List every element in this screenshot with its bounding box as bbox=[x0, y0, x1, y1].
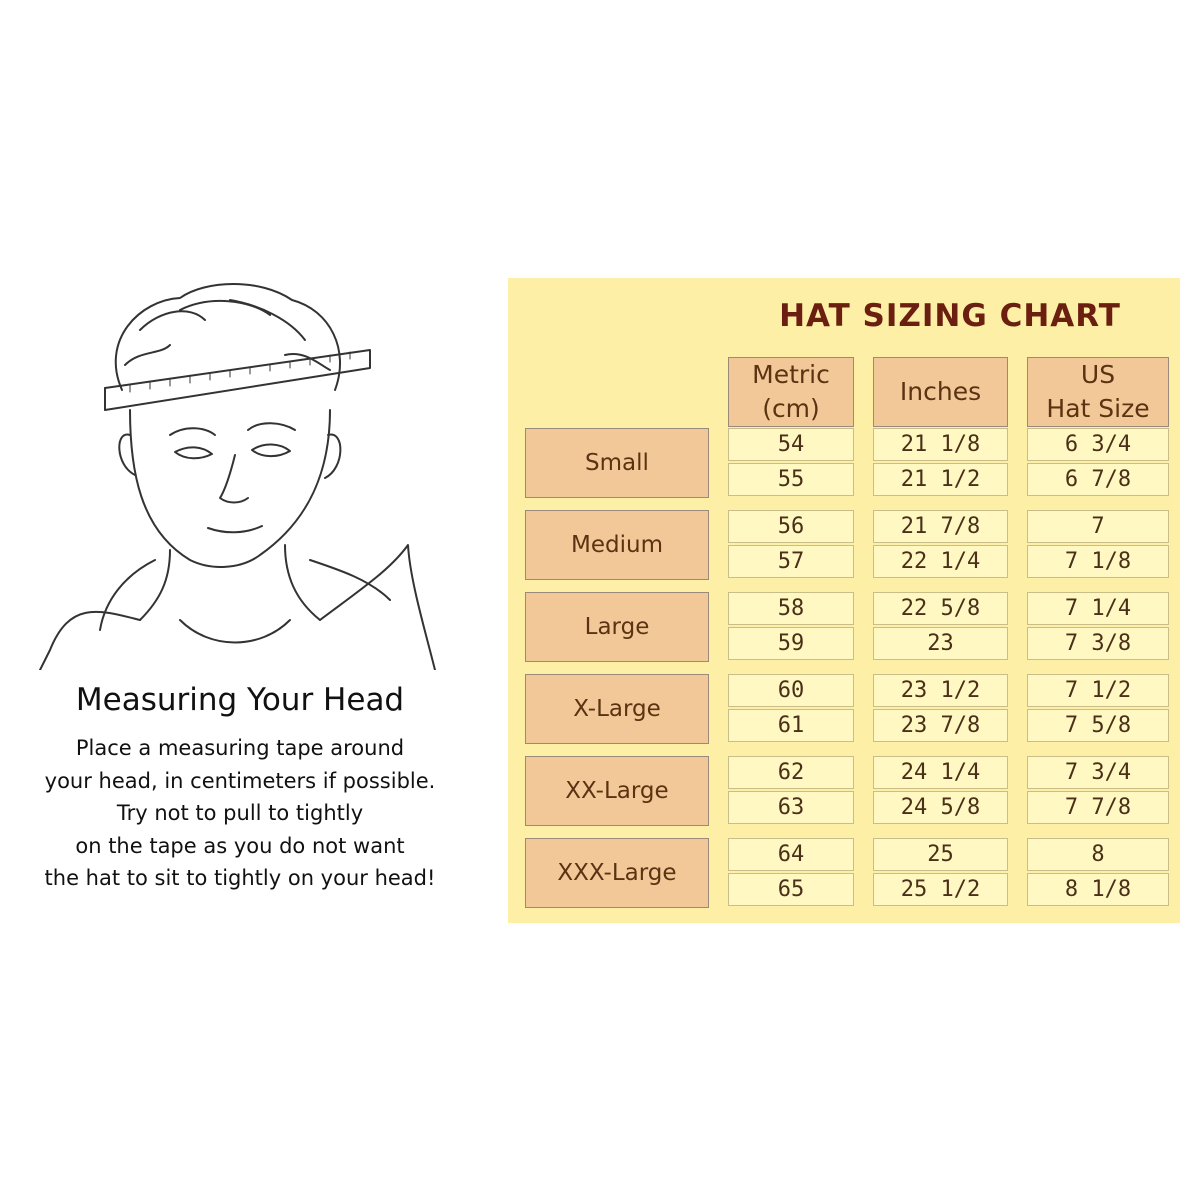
metric-cell: 56 bbox=[728, 510, 854, 543]
header-inches bbox=[873, 357, 1008, 427]
us-size-cell: 7 5/8 bbox=[1027, 709, 1169, 742]
metric-cell: 61 bbox=[728, 709, 854, 742]
header-metric bbox=[728, 357, 854, 427]
measuring-instructions bbox=[10, 732, 470, 895]
metric-cell: 57 bbox=[728, 545, 854, 578]
instruction-line: your head, in centimeters if possible. bbox=[44, 768, 436, 793]
chart-title: HAT SIZING CHART bbox=[779, 298, 1121, 334]
size-label: Large bbox=[525, 592, 709, 662]
metric-cell: 60 bbox=[728, 674, 854, 707]
inches-cell: 25 1/2 bbox=[873, 873, 1008, 906]
us-size-cell: 7 7/8 bbox=[1027, 791, 1169, 824]
us-size-cell: 8 bbox=[1027, 838, 1169, 871]
inches-cell: 25 bbox=[873, 838, 1008, 871]
us-size-cell: 7 1/2 bbox=[1027, 674, 1169, 707]
inches-cell: 21 1/8 bbox=[873, 428, 1008, 461]
metric-cell: 64 bbox=[728, 838, 854, 871]
inches-cell: 23 7/8 bbox=[873, 709, 1008, 742]
us-size-cell: 8 1/8 bbox=[1027, 873, 1169, 906]
header-us-line2: Hat Size bbox=[1046, 394, 1150, 423]
us-size-cell: 7 1/8 bbox=[1027, 545, 1169, 578]
header-inches-label: Inches bbox=[899, 377, 982, 406]
inches-cell: 22 1/4 bbox=[873, 545, 1008, 578]
metric-cell: 59 bbox=[728, 627, 854, 660]
metric-cell: 54 bbox=[728, 428, 854, 461]
instruction-line: Place a measuring tape around bbox=[75, 736, 405, 760]
size-label: XX-Large bbox=[525, 756, 709, 826]
header-us-line1: US bbox=[1080, 360, 1116, 389]
us-size-cell: 7 3/8 bbox=[1027, 627, 1169, 660]
metric-cell: 55 bbox=[728, 463, 854, 496]
instruction-line: Try not to pull to tightly bbox=[116, 801, 364, 825]
header-metric-line1: Metric bbox=[752, 360, 830, 389]
inches-cell: 23 1/2 bbox=[873, 674, 1008, 707]
measuring-title: Measuring Your Head bbox=[75, 682, 405, 718]
metric-cell: 65 bbox=[728, 873, 854, 906]
us-size-cell: 7 bbox=[1027, 510, 1169, 543]
header-metric-line2: (cm) bbox=[762, 394, 820, 423]
us-size-cell: 6 7/8 bbox=[1027, 463, 1169, 496]
inches-cell: 24 5/8 bbox=[873, 791, 1008, 824]
head-measuring-illustration-icon bbox=[30, 270, 450, 670]
inches-cell: 24 1/4 bbox=[873, 756, 1008, 789]
size-label: X-Large bbox=[525, 674, 709, 744]
metric-cell: 58 bbox=[728, 592, 854, 625]
header-us-hat-size bbox=[1027, 357, 1169, 427]
us-size-cell: 7 1/4 bbox=[1027, 592, 1169, 625]
metric-cell: 63 bbox=[728, 791, 854, 824]
metric-cell: 62 bbox=[728, 756, 854, 789]
size-label: Small bbox=[525, 428, 709, 498]
inches-cell: 21 1/2 bbox=[873, 463, 1008, 496]
us-size-cell: 6 3/4 bbox=[1027, 428, 1169, 461]
inches-cell: 21 7/8 bbox=[873, 510, 1008, 543]
size-label: Medium bbox=[525, 510, 709, 580]
inches-cell: 23 bbox=[873, 627, 1008, 660]
inches-cell: 22 5/8 bbox=[873, 592, 1008, 625]
instruction-line: on the tape as you do not want bbox=[75, 833, 405, 858]
size-label: XXX-Large bbox=[525, 838, 709, 908]
instruction-line: the hat to sit to tightly on your head! bbox=[44, 866, 436, 890]
us-size-cell: 7 3/4 bbox=[1027, 756, 1169, 789]
